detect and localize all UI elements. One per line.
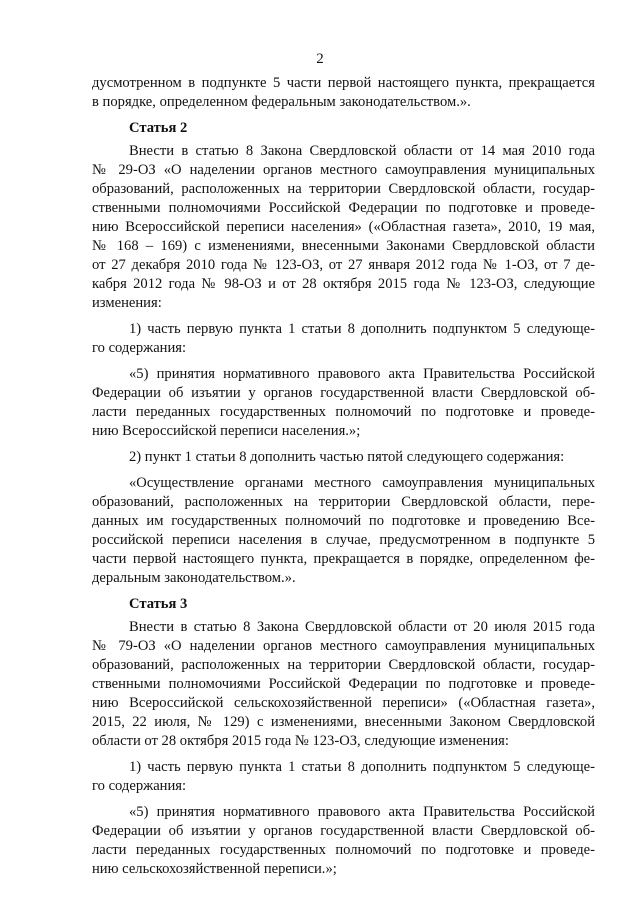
text-line: го содержания:	[92, 340, 187, 356]
text-line: 2) пункт 1 статьи 8 дополнить частью пятой следующего содержания:	[129, 449, 565, 465]
article-3-heading: Статья 3	[129, 596, 188, 612]
page-number: 2	[316, 51, 324, 67]
article-2-heading: Статья 2	[129, 120, 188, 136]
text-line: кабря 2012 года № 98-ОЗ и от 28 октября 2015 года № 123-ОЗ, следующие	[92, 276, 595, 292]
document-body	[92, 74, 595, 879]
article-3-item-1	[92, 758, 595, 796]
article-2-lead-paragraph	[92, 142, 595, 313]
article-2-quote-2	[92, 474, 595, 588]
text-line: ласти переданных государственных полномочий по подготовке и проведе-	[92, 842, 595, 858]
text-line: нию Всероссийской сельскохозяйственной переписи» («Областная газета»,	[92, 695, 595, 711]
text-line: нию Всероссийской переписи населения» («Областная газета», 2010, 19 мая,	[92, 219, 595, 235]
text-line: ласти переданных государственных полномочий по подготовке и проведе-	[92, 404, 595, 420]
text-line: деральным законодательством.».	[92, 570, 296, 586]
text-line: российской переписи населения в случае, предусмотренном в подпункте 5	[92, 532, 595, 548]
text-line: от 27 декабря 2010 года № 123-ОЗ, от 27 января 2012 года № 1-ОЗ, от 7 де-	[92, 257, 595, 273]
text-line: № 79-ОЗ «О наделении органов местного самоуправления муниципальных	[92, 638, 595, 654]
text-line: 1) часть первую пункта 1 статьи 8 дополнить подпунктом 5 следующе-	[129, 759, 595, 775]
text-line: образований, расположенных на территории Свердловской области, государ-	[92, 181, 595, 197]
article-3-quote-1	[92, 803, 595, 879]
text-line: части первой настоящего пункта, прекращается в порядке, определенном фе-	[92, 551, 595, 567]
text-line: образований, расположенных на территории Свердловской области, государ-	[92, 657, 595, 673]
text-line: ственными полномочиями Российской Федерации по подготовке и проведе-	[92, 676, 595, 692]
text-line: «5) принятия нормативного правового акта Правительства Российской	[129, 804, 595, 820]
text-line: № 168 – 169) с изменениями, внесенными Законами Свердловской области	[92, 238, 595, 254]
text-line: изменения:	[92, 295, 162, 311]
article-2-item-2	[92, 448, 595, 467]
article-3-lead-paragraph	[92, 618, 595, 751]
text-line: дусмотренном в подпункте 5 части первой настоящего пункта, прекращается	[92, 75, 595, 91]
text-line: данных им государственных полномочий по подготовке и проведению Все-	[92, 513, 595, 529]
text-line: Федерации об изъятии у органов государственной власти Свердловской об-	[92, 823, 595, 839]
text-line: № 29-ОЗ «О наделении органов местного самоуправления муниципальных	[92, 162, 595, 178]
text-line: 2015, 22 июля, № 129) с изменениями, внесенными Законом Свердловской	[92, 714, 595, 730]
text-line: Внести в статью 8 Закона Свердловской области от 14 мая 2010 года	[129, 143, 595, 159]
article-2-item-1	[92, 320, 595, 358]
text-line: Федерации об изъятии у органов государственной власти Свердловской об-	[92, 385, 595, 401]
text-line: в порядке, определенном федеральным законодательством.».	[92, 94, 471, 110]
text-line: нию Всероссийской переписи населения.»;	[92, 423, 361, 439]
text-line: нию сельскохозяйственной переписи.»;	[92, 861, 337, 877]
text-line: 1) часть первую пункта 1 статьи 8 дополнить подпунктом 5 следующе-	[129, 321, 595, 337]
text-line: го содержания:	[92, 778, 187, 794]
text-line: ственными полномочиями Российской Федерации по подготовке и проведе-	[92, 200, 595, 216]
intro-paragraph	[92, 74, 595, 112]
text-line: образований, расположенных на территории Свердловской области, пере-	[92, 494, 595, 510]
text-line: «Осуществление органами местного самоуправления муниципальных	[129, 475, 595, 491]
text-line: Внести в статью 8 Закона Свердловской области от 20 июля 2015 года	[129, 619, 595, 635]
text-line: «5) принятия нормативного правового акта Правительства Российской	[129, 366, 595, 382]
text-line: области от 28 октября 2015 года № 123-ОЗ, следующие изменения:	[92, 733, 509, 749]
article-2-quote-1	[92, 365, 595, 441]
